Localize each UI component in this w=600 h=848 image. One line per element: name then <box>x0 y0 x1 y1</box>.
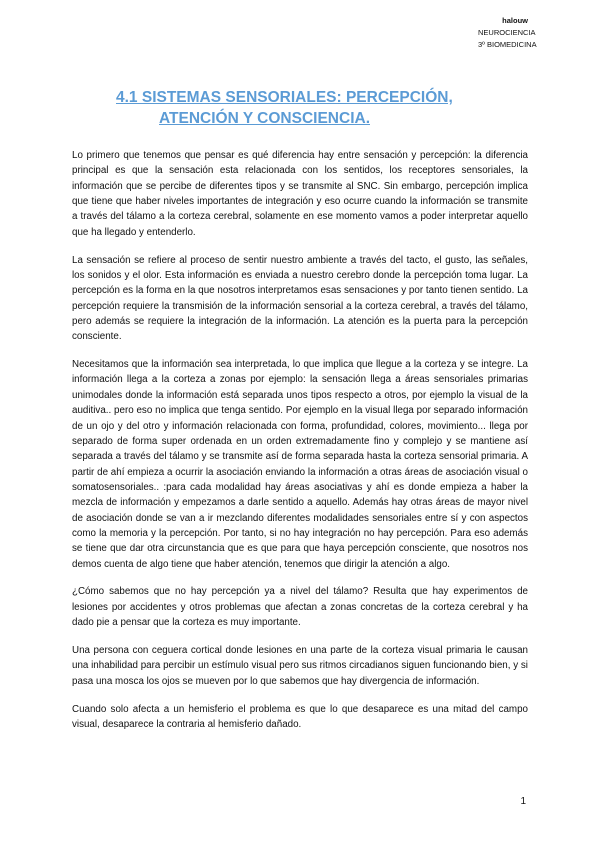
page-number: 1 <box>520 796 526 807</box>
header-author: halouw <box>502 16 528 25</box>
paragraph-sensacion-percepcion: Lo primero que tenemos que pensar es qué diferencia hay entre sensación y percepción: la diferencia principal es que la sensación esta relacionada con los sentidos, los receptores sensoriales, la información que se percibe de diferentes tipos y se transmite al SNC. Sin embargo, percepción implica que tiene que haber niveles importantes de integración y eso ocurre cuando la información se transmite a través del tálamo a la corteza cerebral, solamente en ese momento vamos a poder interpretar aquello que ha llegado y entenderlo. <box>72 150 528 238</box>
section-title-line-1: 4.1 SISTEMAS SENSORIALES: PERCEPCIÓN, <box>116 89 453 107</box>
paragraph-percepcion-talamo: ¿Cómo sabemos que no hay percepción ya a nivel del tálamo? Resulta que hay experimentos de lesiones por accidentes y otros problemas que afectan a zonas concretas de la corteza cerebral y ha dado pie a pensar que la corteza es muy importante. <box>72 586 528 629</box>
paragraph-hemisferio: Cuando solo afecta a un hemisferio el problema es que lo que desaparece es una mitad del campo visual, desaparece la contraria al hemisferio dañado. <box>72 703 528 730</box>
section-title <box>100 87 540 129</box>
paragraph-integracion-corteza: Necesitamos que la información sea interpretada, lo que implica que llegue a la corteza y se integre. La información llega a la corteza a zonas por ejemplo: la sensación llega a áreas sensoriales primarias unimodales donde la información está separada unos tipos respecto a otros, por ejemplo la visual de la auditiva.. pero eso no implica que tenga sentido. Por ejemplo en la visual llega por separado información de un ojo y del otro y información relacionada con forma, profundidad, colores, movimiento... llega por separado de forma super ordenada en un orden extremadamente fino y complejo y se mantiene así separada a través del tálamo y se transmite así de forma separada hasta la corteza sensorial primaria. A partir de ahí empieza a ocurrir la asociación enviando la información a otras áreas de asociación visual o somatosensoriales.. :para cada modalidad hay áreas asociativas y ahí es donde empieza a haber la mezcla de información y empezamos a darle sentido a aquello. Además hay otras áreas de mayor nivel de asociación donde se van a ir mezclando diferentes modalidades sensoriales entre sí y con aspectos como la memoria y la percepción. Por tanto, si no hay integración no hay percepción. Para eso además se tiene que dar otra circunstancia que es que para que haya percepción consciente, que nosotros nos demos cuenta de algo tiene que haber atención, tenemos que dirigir la atención a algo. <box>72 359 528 570</box>
header-subject: NEUROCIENCIA <box>478 28 536 37</box>
section-title-line-2: ATENCIÓN Y CONSCIENCIA. <box>159 110 370 128</box>
page-header <box>450 15 570 51</box>
header-course: 3º BIOMEDICINA <box>478 40 537 49</box>
paragraph-definicion-sensacion: La sensación se refiere al proceso de sentir nuestro ambiente a través del tacto, el gusto, las señales, los sonidos y el olor. Esta información es enviada a nuestro cerebro donde la percepción toma lugar. La percepción es la forma en la que nosotros interpretamos esas sensaciones y por tanto tienen sentido. La percepción requiere la transmisión de la información sensorial a la corteza cerebral, a través del tálamo, pero además se requiere la integración de la información. La atención es la puerta para la percepción consciente. <box>72 254 528 343</box>
paragraph-ceguera-cortical: Una persona con ceguera cortical donde lesiones en una parte de la corteza visual primaria le causan una inhabilidad para percibir un estímulo visual pero sus ritmos circadianos siguen funcionando bien, y si pasa una mosca los ojos se mueven por lo que sabemos que hay divergencia de información. <box>72 644 528 687</box>
document-body <box>72 148 528 745</box>
